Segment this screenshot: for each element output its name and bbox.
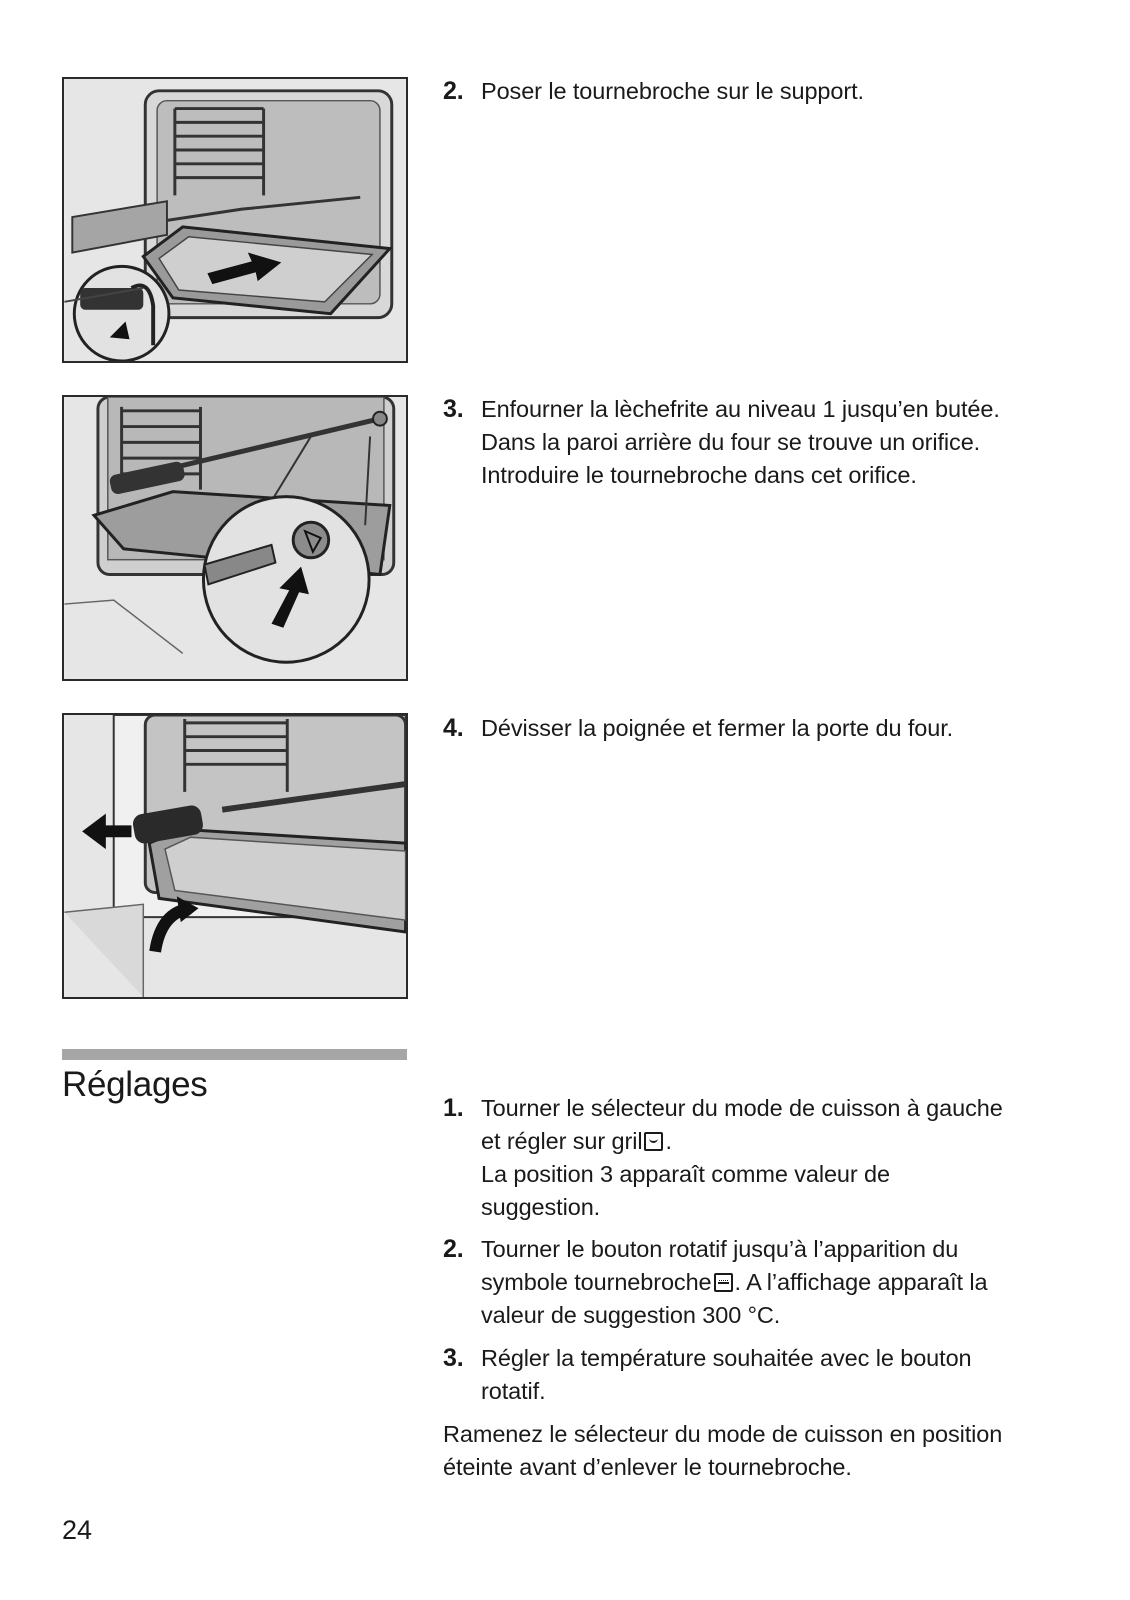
- settings-step-1: [443, 1092, 1083, 1224]
- section-title: Réglages: [62, 1065, 208, 1104]
- figure-place-spit-on-support: [62, 77, 408, 363]
- page-number: 24: [62, 1515, 93, 1545]
- step-text-line-with-icon: et régler sur gril .: [481, 1128, 672, 1154]
- step-text: Dévisser la poignée et fermer la porte du four.: [481, 715, 954, 741]
- settings-step-2: [443, 1233, 1083, 1332]
- figure-insert-drip-tray: [62, 395, 408, 681]
- section-divider: [62, 1049, 407, 1060]
- step-text: La position 3 apparaît comme valeur de: [481, 1161, 890, 1187]
- step-text: Tourner le sélecteur du mode de cuisson à gauche: [481, 1095, 1003, 1121]
- step-text: Poser le tournebroche sur le support.: [481, 78, 864, 104]
- step-text-line-with-icon: symbole tournebroche . A l’affichage apparaît la: [481, 1269, 988, 1295]
- step-4-unscrew-handle: [443, 712, 1083, 745]
- step-number: 2.: [443, 77, 464, 105]
- step-text: Tourner le bouton rotatif jusqu’à l’apparition du: [481, 1236, 959, 1262]
- safety-note: [443, 1418, 1083, 1484]
- step-number: 3.: [443, 1344, 464, 1372]
- step-text: Enfourner la lèchefrite au niveau 1 jusqu’en butée.: [481, 396, 1000, 422]
- step-text: valeur de suggestion 300 °C.: [481, 1302, 781, 1328]
- step-3-insert-drip-tray: [443, 393, 1083, 492]
- step-number: 3.: [443, 395, 464, 423]
- step-text: suggestion.: [481, 1194, 601, 1220]
- step-text: rotatif.: [481, 1378, 546, 1404]
- oven-illustration-3: [64, 715, 406, 997]
- note-text: éteinte avant d’enlever le tournebroche.: [443, 1454, 852, 1480]
- step-text: Régler la température souhaitée avec le bouton: [481, 1345, 972, 1371]
- oven-illustration-2: [64, 397, 406, 679]
- step-2-place-spit: [443, 75, 1083, 108]
- step-number: 1.: [443, 1094, 464, 1122]
- figure-unscrew-handle: [62, 713, 408, 999]
- settings-step-3: [443, 1342, 1083, 1408]
- rotisserie-symbol-icon: [714, 1273, 733, 1292]
- oven-illustration-1: [64, 79, 406, 361]
- step-number: 2.: [443, 1235, 464, 1263]
- step-text: Introduire le tournebroche dans cet orifice.: [481, 462, 917, 488]
- step-number: 4.: [443, 714, 464, 742]
- step-text: Dans la paroi arrière du four se trouve un orifice.: [481, 429, 981, 455]
- note-text: Ramenez le sélecteur du mode de cuisson en position: [443, 1421, 1003, 1447]
- grill-symbol-icon: [644, 1132, 663, 1151]
